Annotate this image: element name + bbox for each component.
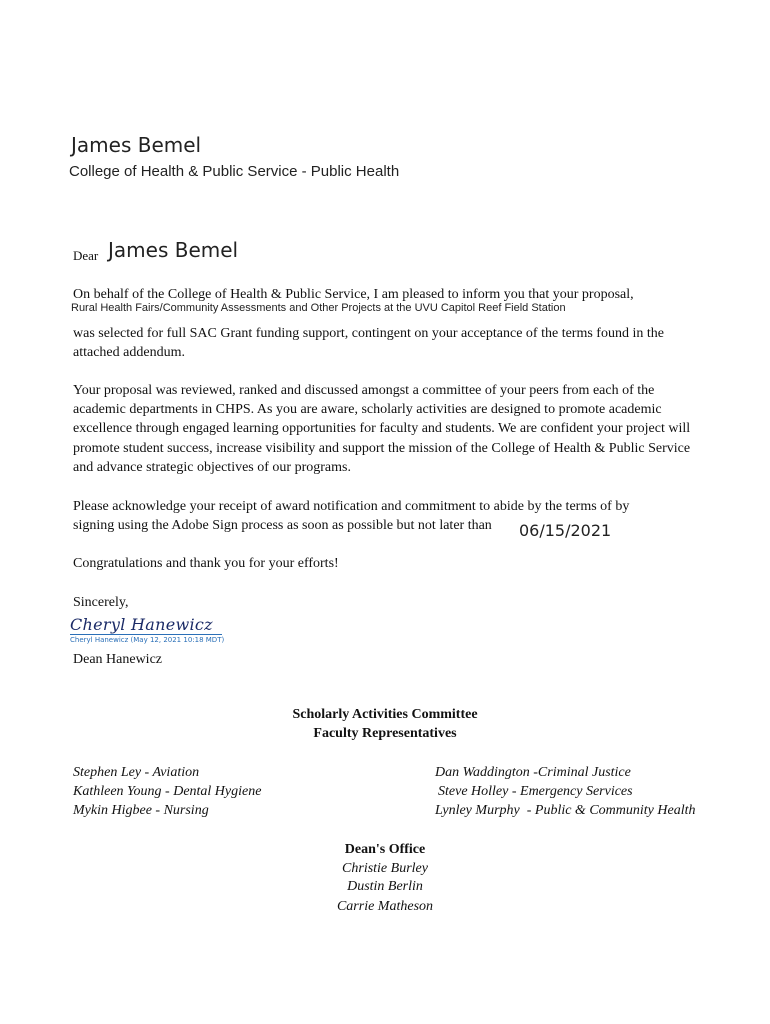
signature: Cheryl Hanewicz (70, 615, 213, 634)
proposal-title: Rural Health Fairs/Community Assessments and Other Projects at the UVU Capitol Reef Field Station (71, 302, 566, 314)
committee-member: Steve Holley - Emergency Services (438, 784, 633, 799)
congratulations: Congratulations and thank you for your efforts! (73, 556, 339, 571)
committee-subheading: Faculty Representatives (313, 726, 457, 741)
committee-member: Dan Waddington -Criminal Justice (435, 765, 631, 780)
deans-office-member: Dustin Berlin (347, 879, 423, 894)
committee-member: Mykin Higbee - Nursing (73, 803, 209, 818)
letter-intro: On behalf of the College of Health & Public Service, I am pleased to inform you that your proposal, (73, 287, 634, 302)
deans-office-heading: Dean's Office (344, 842, 426, 857)
signer-name: Dean Hanewicz (73, 652, 163, 667)
closing: Sincerely, (73, 595, 129, 610)
recipient-department: College of Health & Public Service - Public Health (69, 163, 400, 180)
salutation-name: James Bemel (108, 238, 239, 262)
salutation-dear: Dear (73, 248, 99, 263)
deans-office-member: Carrie Matheson (336, 899, 434, 914)
signature-line (70, 634, 222, 635)
letter-review-paragraph: Your proposal was reviewed, ranked and discussed amongst a committee of your peers from each of the academic departments in CHPS. As you are aware, scholarly activities are designed to promote academic excellence through engaged learning opportunities for faculty and students. We are confident your project will promote student success, increase visibility and support the mission of the College of Health & Public Service and advance strategic objectives of our programs. (73, 383, 691, 475)
committee-member: Lynley Murphy - Public & Community Health (435, 803, 696, 818)
committee-member: Stephen Ley - Aviation (73, 765, 200, 780)
committee-heading: Scholarly Activities Committee (292, 707, 478, 722)
signature-timestamp: Cheryl Hanewicz (May 12, 2021 10:18 MDT) (70, 636, 225, 644)
deadline-date: 06/15/2021 (519, 521, 612, 540)
committee-member: Kathleen Young - Dental Hygiene (73, 784, 262, 799)
recipient-name: James Bemel (71, 133, 202, 157)
acknowledge-line-1: Please acknowledge your receipt of award notification and commitment to abide by the terms of by (73, 499, 630, 514)
letter-intro-continued: was selected for full SAC Grant funding support, contingent on your acceptance of the terms found in the attached addendum. (73, 326, 664, 361)
deans-office-member: Christie Burley (342, 861, 428, 876)
acknowledge-line-2: signing using the Adobe Sign process as soon as possible but not later than (73, 518, 492, 533)
